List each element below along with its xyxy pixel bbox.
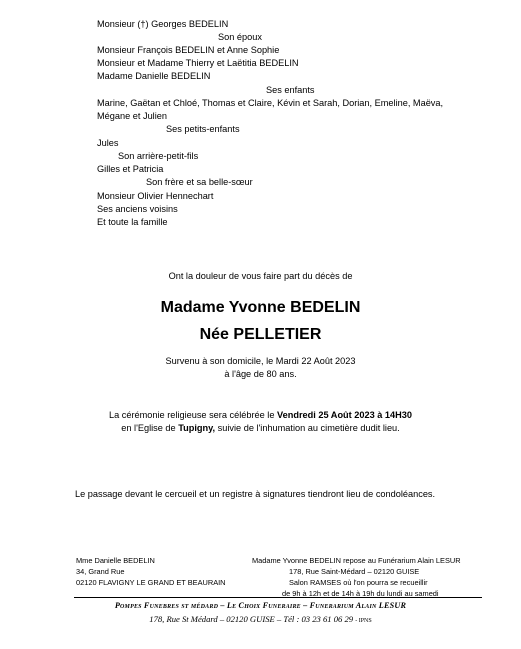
funeral-home-line-4: de 9h à 12h et de 14h à 19h du lundi au samedi xyxy=(282,589,439,598)
footer-address-line: 178, Rue St Médard – 02120 GUISE – Tél : 03 23 61 06 29 xyxy=(149,614,354,624)
ceremony-line-1-prefix: La cérémonie religieuse sera célébrée le xyxy=(108,410,278,420)
announcement-intro: Ont la douleur de vous faire part du décès de xyxy=(168,271,353,281)
footer-ipns: - IPNS xyxy=(355,618,372,624)
ceremony-line-2 xyxy=(0,423,521,433)
family-heading-neighbors: Ses anciens voisins xyxy=(97,204,178,214)
family-heading-spouse: Son époux xyxy=(218,32,262,42)
deceased-name: Madame Yvonne BEDELIN xyxy=(160,299,361,316)
family-line-closing: Et toute la famille xyxy=(97,217,168,227)
ceremony-line-2-prefix: en l'Eglise de xyxy=(121,423,179,433)
contact-name: Mme Danielle BEDELIN xyxy=(76,556,155,565)
family-heading-children: Ses enfants xyxy=(266,85,315,95)
family-line-siblings: Gilles et Patricia xyxy=(97,164,164,174)
ceremony-place: Tupigny, xyxy=(178,423,216,433)
family-line-neighbor: Monsieur Olivier Hennechart xyxy=(97,191,214,201)
family-heading-siblings: Son frère et sa belle-sœur xyxy=(146,177,253,187)
family-line-grandchildren-2: Mégane et Julien xyxy=(97,111,167,121)
family-line-great-grandchild: Jules xyxy=(97,138,119,148)
footer-address xyxy=(0,614,521,624)
deceased-maiden-name: Née PELLETIER xyxy=(199,326,322,343)
family-line-son-2: Monsieur et Madame Thierry et Laëtitia BEDELIN xyxy=(97,58,299,68)
family-line-daughter: Madame Danielle BEDELIN xyxy=(97,71,211,81)
death-details-line-1: Survenu à son domicile, le Mardi 22 Août 2023 xyxy=(165,356,356,366)
funeral-home-line-1: Madame Yvonne BEDELIN repose au Funérarium Alain LESUR xyxy=(252,556,461,565)
ceremony-line-2-suffix: suivie de l'inhumation au cimetière dudit lieu. xyxy=(215,423,400,433)
family-line-husband: Monsieur (†) Georges BEDELIN xyxy=(97,19,229,29)
family-line-son-1: Monsieur François BEDELIN et Anne Sophie xyxy=(97,45,280,55)
ceremony-line-1 xyxy=(0,410,521,420)
contact-city: 02120 FLAVIGNY LE GRAND ET BEAURAIN xyxy=(76,578,226,587)
footer-company-line: Pompes Funebres st médard – Le Choix Funeraire – Funerarium Alain LESUR xyxy=(114,601,407,610)
family-heading-grandchildren: Ses petits-enfants xyxy=(166,124,240,134)
footer-company-names xyxy=(0,601,521,610)
ceremony-date-time: Vendredi 25 Août 2023 à 14H30 xyxy=(277,410,413,420)
family-heading-great-grandchild: Son arrière-petit-fils xyxy=(118,151,199,161)
condolences-note: Le passage devant le cercueil et un registre à signatures tiendront lieu de condoléances. xyxy=(75,489,436,499)
footer-divider xyxy=(74,597,482,598)
death-details-line-2: à l'âge de 80 ans. xyxy=(224,369,297,379)
funeral-home-line-3: Salon RAMSES où l'on pourra se recueillir xyxy=(289,578,428,587)
contact-street: 34, Grand Rue xyxy=(76,567,125,576)
funeral-home-line-2: 178, Rue Saint-Médard – 02120 GUISE xyxy=(289,567,420,576)
family-line-grandchildren-1: Marine, Gaëtan et Chloé, Thomas et Claire, Kévin et Sarah, Dorian, Emeline, Maëva, xyxy=(97,98,444,108)
